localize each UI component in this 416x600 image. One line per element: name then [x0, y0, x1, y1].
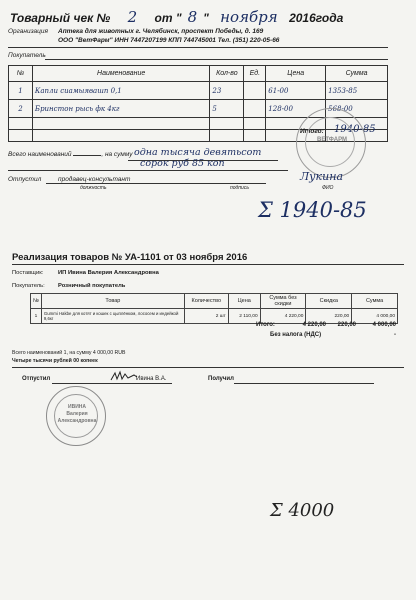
ip-stamp-text [47, 404, 107, 425]
r-col-num: № [31, 294, 42, 309]
receipt-month: ноября [220, 8, 278, 26]
receipt-year: 2016года [289, 11, 344, 25]
vat-label: Без налога (НДС) [270, 332, 322, 338]
sign-caption: подпись [230, 185, 249, 191]
items-mid: на сумму [104, 151, 133, 158]
row-name: Бринстон рысь фк 4кг [32, 100, 210, 118]
total-label: Итого: [300, 128, 324, 135]
row-sum: 1353-85 [326, 82, 388, 100]
realization-buyer-label: Покупатель: [12, 283, 45, 289]
released-label: Отпустил [22, 376, 51, 382]
amount-words: Четыре тысячи рублей 00 копеек [12, 358, 98, 364]
realization-sep-line [12, 367, 404, 368]
table-row [9, 82, 388, 100]
signature-scribble-icon [110, 370, 138, 382]
col-price: Цена [266, 66, 326, 82]
row-price: 61-00 [266, 82, 326, 100]
buyer-label: Покупатель [8, 52, 46, 59]
items-prefix: Всего наименований [8, 151, 72, 158]
amount-underline-2 [8, 170, 288, 171]
col-qty: Кол-во [210, 66, 244, 82]
r-row-name: Gummi Hakbe для котят и кошек с цыплёнком, лососем и индейкой 9,6кг [41, 309, 184, 324]
buyer-underline [45, 59, 388, 60]
r-total-label: Итого: [256, 322, 275, 328]
seller-role: продавец-консультант [58, 176, 131, 183]
realization-table-header [31, 294, 398, 309]
receipt-from-label: от [154, 11, 173, 25]
realization-buyer-value: Розничный покупатель [58, 283, 126, 289]
released-name: Ивина В.А. [136, 376, 167, 382]
supplier-value: ИП Ивина Валерия Александровна [58, 270, 159, 276]
ip-stamp-line-3: Александровна [57, 418, 97, 424]
row-price: 128-00 [266, 100, 326, 118]
r-col-sum-no-disc: Сумма без скидки [260, 294, 306, 309]
org-line1: Аптека для животных г. Челябинск, проспект Победы, д. 169 [58, 28, 264, 35]
role-caption: должность [80, 185, 107, 191]
ip-stamp-line-2: Валерия [66, 411, 88, 417]
receipt-stamp-text: ВЕТФАРМ [317, 137, 347, 143]
col-unit: Ед. [244, 66, 266, 82]
r-row-discount: 220,00 [306, 309, 352, 324]
supplier-label: Поставщик: [12, 270, 44, 276]
row-num: 1 [9, 82, 33, 100]
r-col-price: Цена [228, 294, 260, 309]
grand-total-hw: Σ 1940-85 [258, 198, 367, 222]
released-signature [110, 370, 138, 385]
row-qty: 23 [210, 82, 244, 100]
total-value-hw: 1940-85 [334, 124, 376, 135]
org-underline [8, 47, 388, 48]
row-unit [244, 100, 266, 118]
receipt-stamp [296, 108, 366, 178]
col-sum: Сумма [326, 66, 388, 82]
amount-words-hw-2: сорок руб 85 коп [140, 158, 225, 169]
realization-title-rule [12, 264, 404, 265]
r-row-num: 1 [31, 309, 42, 324]
r-col-name: Товар [41, 294, 184, 309]
vat-value: - [394, 332, 396, 338]
r-row-sum-no-disc: 4 220,00 [260, 309, 306, 324]
org-line2: ООО "ВетФарм" ИНН 7447207199 КПП 744745001 Тел. (351) 220-05-66 [58, 37, 280, 44]
r-row-qty [184, 309, 228, 324]
r-total-sum: 4 000,00 [372, 322, 396, 328]
quote-close: " [203, 11, 209, 25]
quote-open: " [175, 11, 182, 25]
seller-label: Отпустил [8, 176, 42, 183]
ip-stamp-line-1: ИВИНА [67, 404, 87, 410]
r-row-unit: шт [219, 313, 226, 319]
row-qty: 5 [210, 100, 244, 118]
col-name: Наименование [32, 66, 210, 82]
r-total-no-disc: 4 220,00 [302, 322, 326, 328]
r-col-qty: Количество [184, 294, 228, 309]
r-col-discount: Скидка [306, 294, 352, 309]
items-count-label: Всего наименований , на сумму [8, 151, 133, 158]
seller-signature: Лукина [300, 170, 344, 183]
summary-line: Всего наименований 1, на сумму 4 000,00 RUB [12, 350, 126, 356]
receipt-day: 8 [187, 8, 198, 26]
col-num: № [9, 66, 33, 82]
realization-table [30, 293, 398, 324]
row-name: Капли сиамыявашп 0,1 [32, 82, 210, 100]
fio-caption: ФИО [322, 185, 334, 191]
handwritten-total: Σ 4000 [270, 500, 335, 521]
r-row-qty-value: 2 [215, 313, 219, 319]
org-label: Организация [8, 28, 48, 35]
row-num: 2 [9, 100, 33, 118]
ip-stamp [46, 386, 106, 446]
received-underline [234, 383, 374, 384]
row-sum: 568-00 [326, 100, 388, 118]
r-row-sum: 4 000,00 [352, 309, 398, 324]
receipt-title [10, 8, 343, 26]
items-count-blank [73, 155, 101, 156]
r-col-sum: Сумма [352, 294, 398, 309]
r-total-discount: 220,00 [337, 322, 356, 328]
amount-words-hw-1: одна тысяча девятьсот [134, 147, 262, 158]
receipt-table-header [9, 66, 388, 82]
received-label: Получил [208, 376, 234, 382]
r-row-price: 2 110,00 [228, 309, 260, 324]
row-unit [244, 82, 266, 100]
receipt-number: 2 [127, 8, 138, 26]
receipt-title-text: Товарный чек № [10, 11, 111, 25]
realization-title: Реализация товаров № УА-1101 от 03 ноября 2016 [12, 252, 248, 263]
seller-underline [46, 183, 266, 184]
